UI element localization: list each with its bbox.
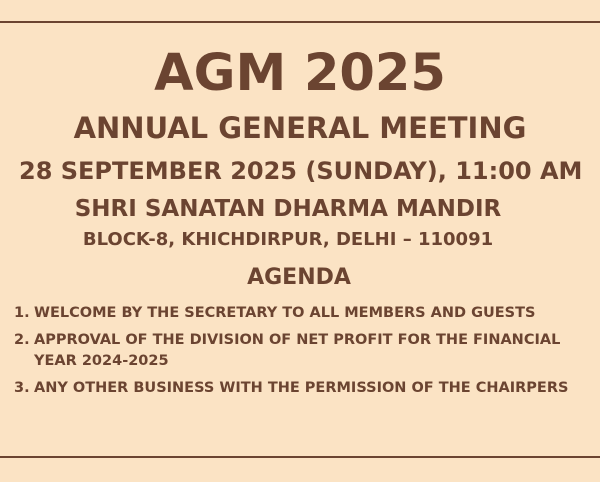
agenda-heading: AGENDA: [247, 265, 351, 290]
top-divider: [0, 21, 600, 23]
notice-title: AGM 2025: [154, 44, 446, 103]
agenda-item-text-line: APPROVAL OF THE DIVISION OF NET PROFIT FOR THE FINANCIAL: [34, 332, 561, 348]
agenda-item-text: ANY OTHER BUSINESS WITH THE PERMISSION OF THE CHAIRPERS: [34, 380, 569, 396]
agenda-list: [14, 303, 600, 405]
agenda-item-number: 1.: [14, 305, 30, 321]
agenda-item-other-business: [14, 378, 600, 399]
notice-subtitle: ANNUAL GENERAL MEETING: [73, 111, 527, 145]
agenda-item-text-line: YEAR 2024-2025: [34, 353, 169, 369]
agenda-item-text: [34, 330, 600, 372]
agenda-item-number: 3.: [14, 380, 30, 396]
agenda-item-number: 2.: [14, 332, 30, 348]
agenda-item-welcome: [14, 303, 600, 324]
agenda-item-approval: [14, 330, 600, 372]
venue-address: BLOCK-8, KHICHDIRPUR, DELHI – 110091: [82, 229, 494, 250]
venue-name: SHRI SANATAN DHARMA MANDIR: [74, 196, 502, 222]
agenda-item-text: WELCOME BY THE SECRETARY TO ALL MEMBERS AND GUESTS: [34, 305, 536, 321]
bottom-divider: [0, 456, 600, 458]
meeting-datetime: 28 SEPTEMBER 2025 (SUNDAY), 11:00 AM: [19, 157, 583, 185]
